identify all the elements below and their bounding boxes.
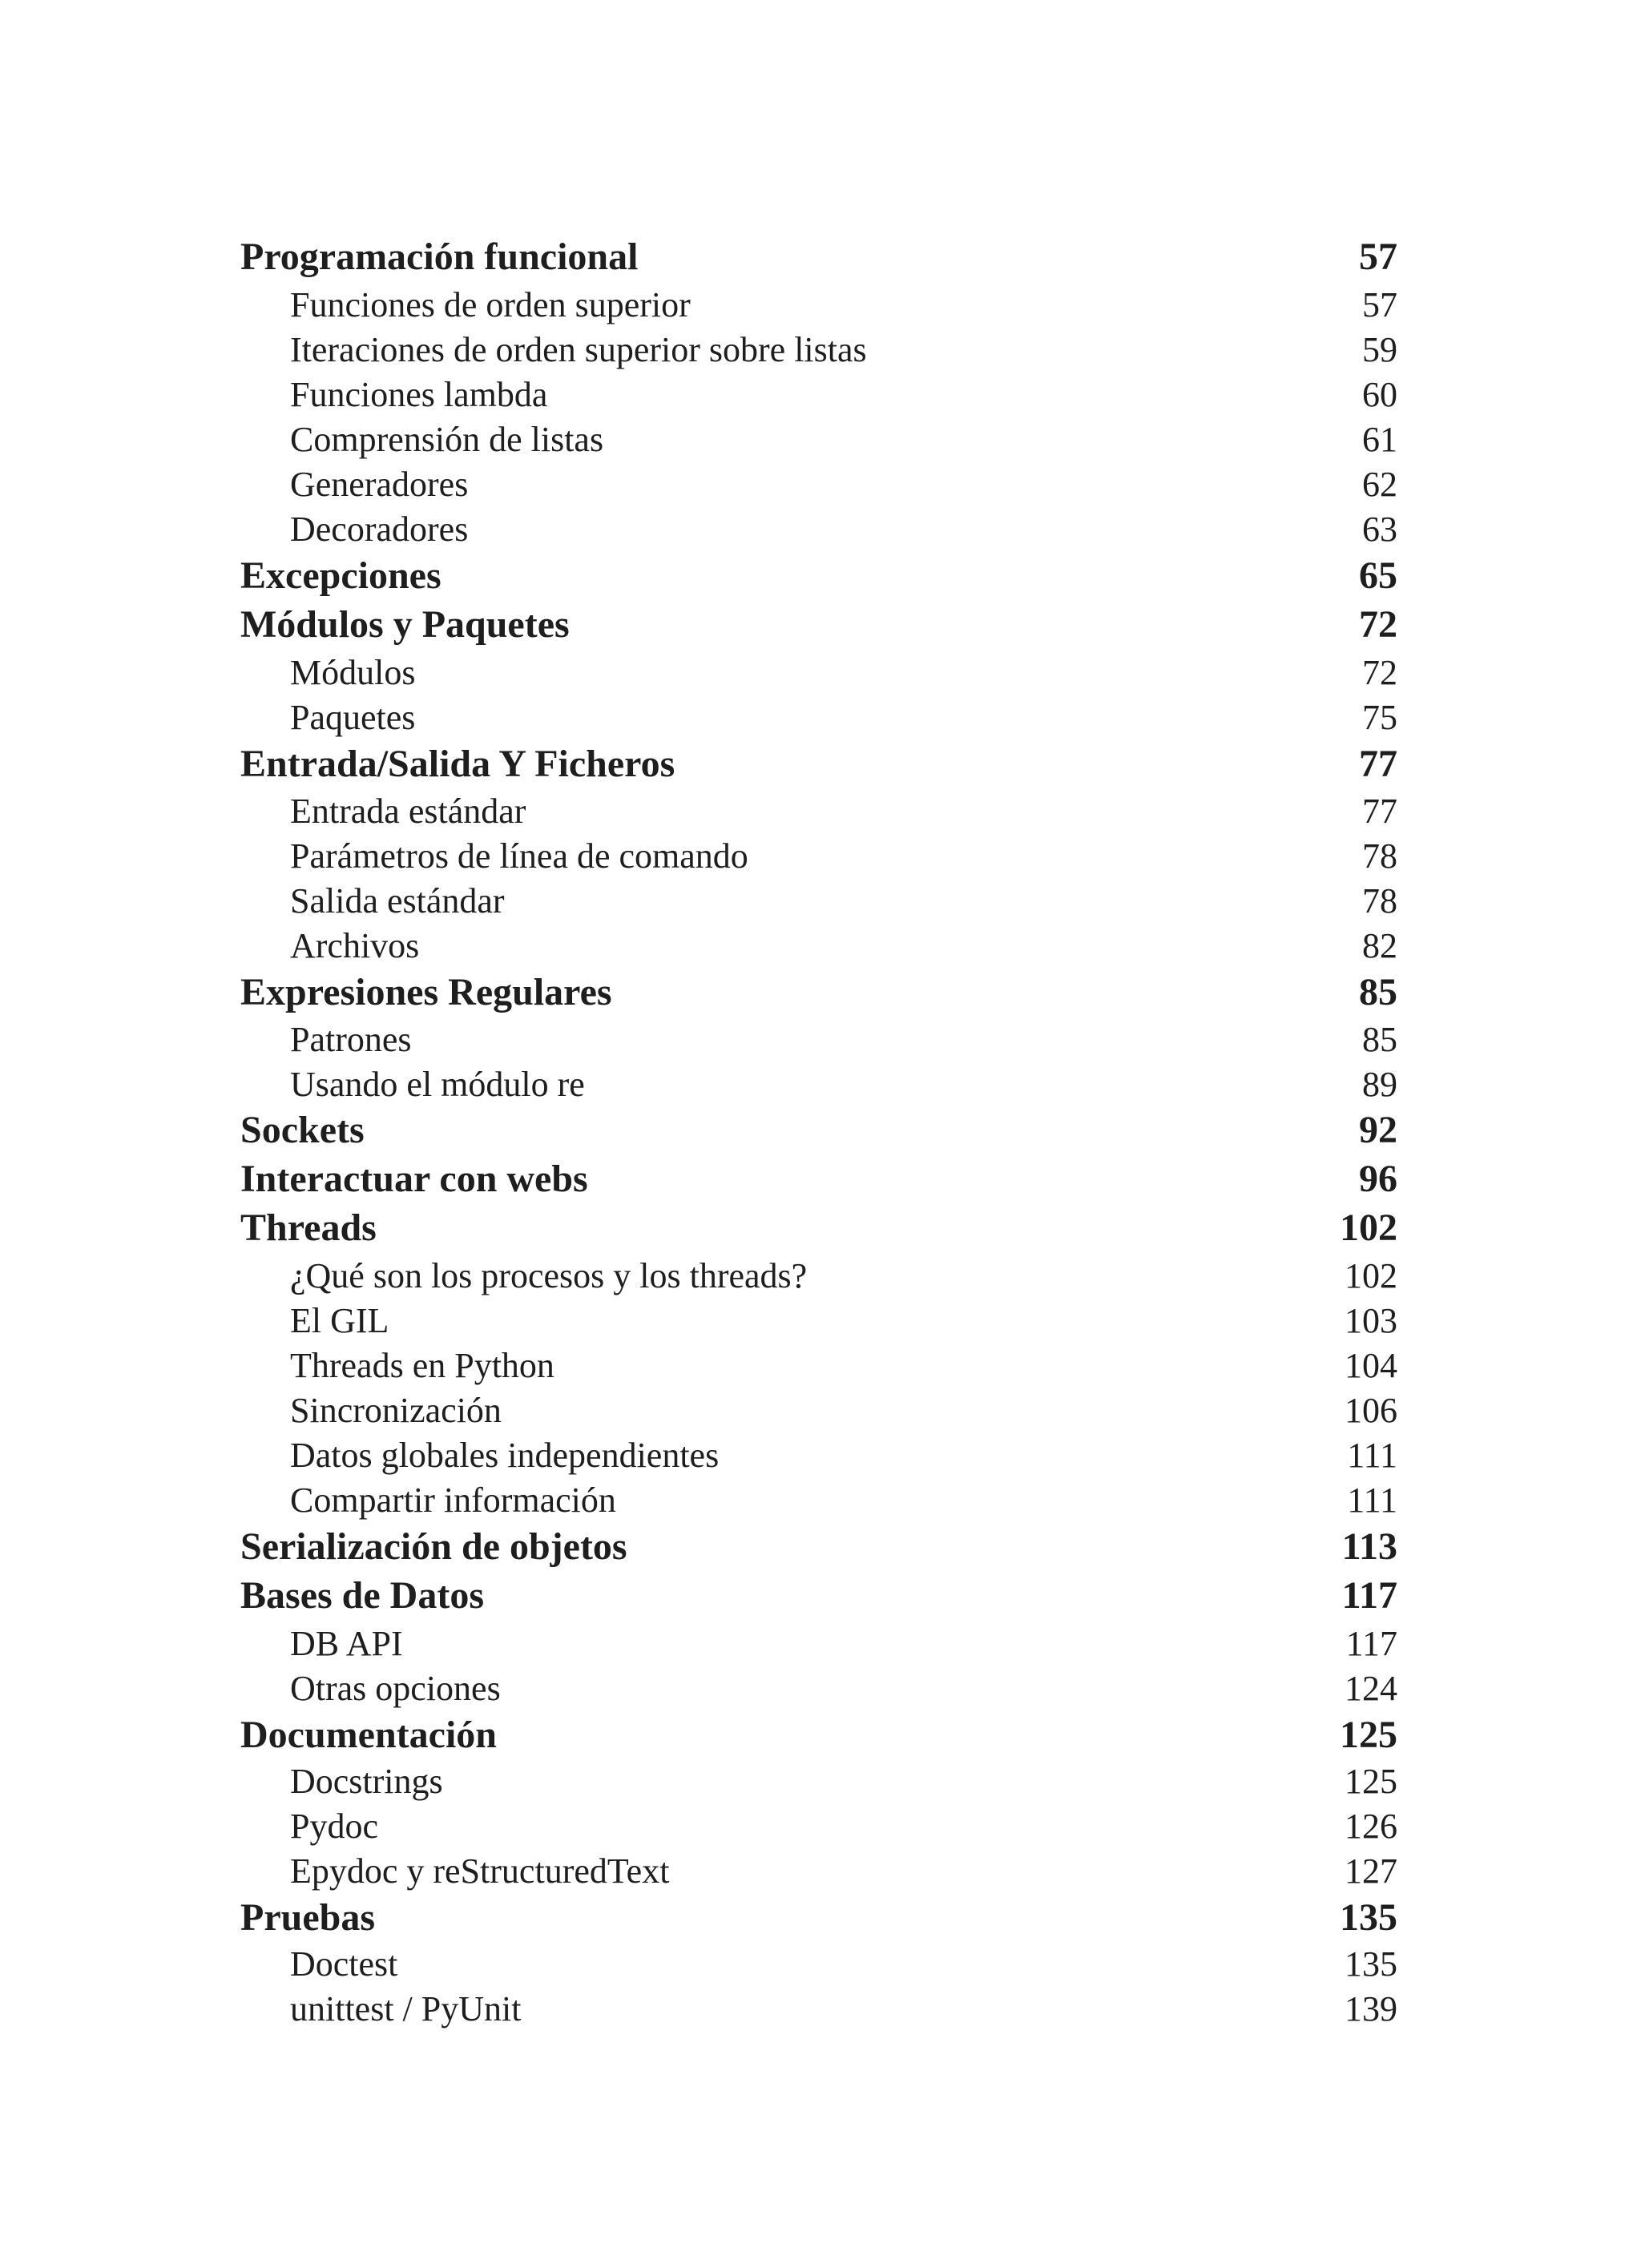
toc-page-number: 61 <box>1362 420 1397 459</box>
toc-section-row <box>240 1254 1397 1299</box>
toc-section-row <box>240 462 1397 507</box>
toc-entry-title: Bases de Datos <box>240 1574 485 1617</box>
toc-section-row <box>240 1759 1397 1804</box>
toc-entry-title: Excepciones <box>240 554 441 597</box>
toc-page-number: 89 <box>1362 1065 1397 1104</box>
toc-entry-title: Entrada estándar <box>290 792 526 831</box>
toc-section-row <box>240 695 1397 740</box>
toc-section-row <box>240 417 1397 462</box>
toc-page-number: 63 <box>1362 510 1397 549</box>
toc-section-row <box>240 328 1397 373</box>
toc-entry-title: Generadores <box>290 465 469 504</box>
toc-entry-title: Iteraciones de orden superior sobre listas <box>290 330 867 369</box>
toc-page-number: 57 <box>1362 285 1397 324</box>
toc-chapter-row <box>240 1895 1397 1940</box>
toc-page-number: 117 <box>1341 1574 1397 1617</box>
toc-page-number: 72 <box>1362 653 1397 692</box>
toc-entry-title: Pruebas <box>240 1896 375 1939</box>
toc-entry-title: Usando el módulo re <box>290 1065 585 1104</box>
toc-page-number: 102 <box>1340 1207 1397 1249</box>
toc-section-row <box>240 789 1397 834</box>
toc-entry-title: Módulos <box>290 653 416 692</box>
toc-page-number: 72 <box>1359 603 1397 646</box>
toc-chapter-row <box>240 1206 1397 1251</box>
toc-entry-title: Entrada/Salida Y Ficheros <box>240 743 675 785</box>
toc-entry-title: Compartir información <box>290 1480 616 1520</box>
toc-section-row <box>240 1388 1397 1433</box>
toc-chapter-row <box>240 235 1397 280</box>
toc-entry-title: unittest / PyUnit <box>290 1989 522 2028</box>
toc-section-row <box>240 1804 1397 1849</box>
toc-entry-title: Funciones lambda <box>290 375 548 414</box>
toc-page-number: 78 <box>1362 836 1397 876</box>
toc-page-number: 113 <box>1341 1525 1397 1568</box>
toc-page-number: 85 <box>1359 971 1397 1013</box>
toc-page-number: 103 <box>1345 1301 1397 1340</box>
toc-entry-title: ¿Qué son los procesos y los threads? <box>290 1256 808 1295</box>
toc-entry-title: Threads <box>240 1207 377 1249</box>
toc-section-row <box>240 1433 1397 1478</box>
toc-entry-title: Epydoc y reStructuredText <box>290 1851 670 1891</box>
toc-entry-title: Archivos <box>290 926 420 965</box>
toc-chapter-row <box>240 1573 1397 1618</box>
toc-section-row <box>240 1666 1397 1711</box>
toc-entry-title: Funciones de orden superior <box>290 285 691 324</box>
toc-page-number: 117 <box>1345 1624 1397 1663</box>
toc-entry-title: Datos globales independientes <box>290 1436 720 1475</box>
toc-chapter-row <box>240 1713 1397 1758</box>
toc-entry-title: Pydoc <box>290 1807 378 1846</box>
toc-entry-title: Patrones <box>290 1020 412 1059</box>
toc-page-number: 78 <box>1362 881 1397 920</box>
toc-entry-title: Salida estándar <box>290 881 505 920</box>
toc-entry-title: Módulos y Paquetes <box>240 603 570 646</box>
toc-page-number: 77 <box>1362 792 1397 831</box>
toc-entry-title: Sincronización <box>290 1391 502 1430</box>
toc-section-row <box>240 1478 1397 1523</box>
toc-page-number: 85 <box>1362 1020 1397 1059</box>
toc-page-number: 75 <box>1362 698 1397 737</box>
toc-page-number: 82 <box>1362 926 1397 965</box>
toc-page-number: 127 <box>1345 1851 1397 1891</box>
toc-chapter-row <box>240 742 1397 787</box>
toc-section-row <box>240 1621 1397 1666</box>
toc-page-number: 135 <box>1345 1944 1397 1984</box>
toc-page-number: 60 <box>1362 375 1397 414</box>
toc-chapter-row <box>240 1157 1397 1202</box>
toc-page-number: 125 <box>1340 1714 1397 1756</box>
toc-page-number: 96 <box>1359 1158 1397 1200</box>
toc-page-number: 92 <box>1359 1109 1397 1151</box>
toc-chapter-row <box>240 602 1397 647</box>
toc-entry-title: Serialización de objetos <box>240 1525 627 1568</box>
toc-entry-title: Otras opciones <box>290 1669 501 1708</box>
toc-entry-title: Paquetes <box>290 698 416 737</box>
toc-chapter-row <box>240 970 1397 1015</box>
toc-entry-title: Interactuar con webs <box>240 1158 588 1200</box>
toc-section-row <box>240 834 1397 879</box>
toc-page-number: 126 <box>1345 1807 1397 1846</box>
toc-section-row <box>240 1849 1397 1894</box>
toc-entry-title: Doctest <box>290 1944 398 1984</box>
toc-page-number: 102 <box>1345 1256 1397 1295</box>
toc-chapter-row <box>240 554 1397 598</box>
toc-entry-title: Documentación <box>240 1714 497 1756</box>
toc-chapter-row <box>240 1525 1397 1569</box>
toc-entry-title: Docstrings <box>290 1762 443 1801</box>
toc-section-row <box>240 879 1397 924</box>
toc-section-row <box>240 373 1397 417</box>
toc-page-number: 59 <box>1362 330 1397 369</box>
toc-section-row <box>240 924 1397 969</box>
toc-page-number: 65 <box>1359 554 1397 597</box>
toc-section-row <box>240 1343 1397 1388</box>
toc-entry-title: El GIL <box>290 1301 389 1340</box>
toc-entry-title: Parámetros de línea de comando <box>290 836 748 876</box>
toc-page-number: 125 <box>1345 1762 1397 1801</box>
toc-entry-title: Threads en Python <box>290 1346 554 1385</box>
toc-section-row <box>240 1299 1397 1343</box>
toc-section-row <box>240 651 1397 695</box>
toc-section-row <box>240 507 1397 552</box>
toc-section-row <box>240 1987 1397 2032</box>
toc-entry-title: Decoradores <box>290 510 469 549</box>
toc-chapter-row <box>240 1108 1397 1153</box>
toc-page-number: 104 <box>1345 1346 1397 1385</box>
toc-page-number: 106 <box>1345 1391 1397 1430</box>
toc-page-number: 139 <box>1345 1989 1397 2028</box>
toc-section-row <box>240 1942 1397 1987</box>
toc-entry-title: DB API <box>290 1624 403 1663</box>
toc-page-number: 57 <box>1359 236 1397 278</box>
toc-page-number: 111 <box>1347 1436 1397 1475</box>
toc-page-number: 124 <box>1345 1669 1397 1708</box>
toc-section-row <box>240 1017 1397 1062</box>
toc-entry-title: Programación funcional <box>240 236 639 278</box>
toc-section-row <box>240 283 1397 328</box>
toc-entry-title: Comprensión de listas <box>290 420 604 459</box>
toc-page-number: 62 <box>1362 465 1397 504</box>
toc-entry-title: Sockets <box>240 1109 365 1151</box>
toc-page-number: 135 <box>1340 1896 1397 1939</box>
toc-entry-title: Expresiones Regulares <box>240 971 612 1013</box>
toc-page-number: 77 <box>1359 743 1397 785</box>
toc-section-row <box>240 1062 1397 1107</box>
toc-page-number: 111 <box>1347 1480 1397 1520</box>
